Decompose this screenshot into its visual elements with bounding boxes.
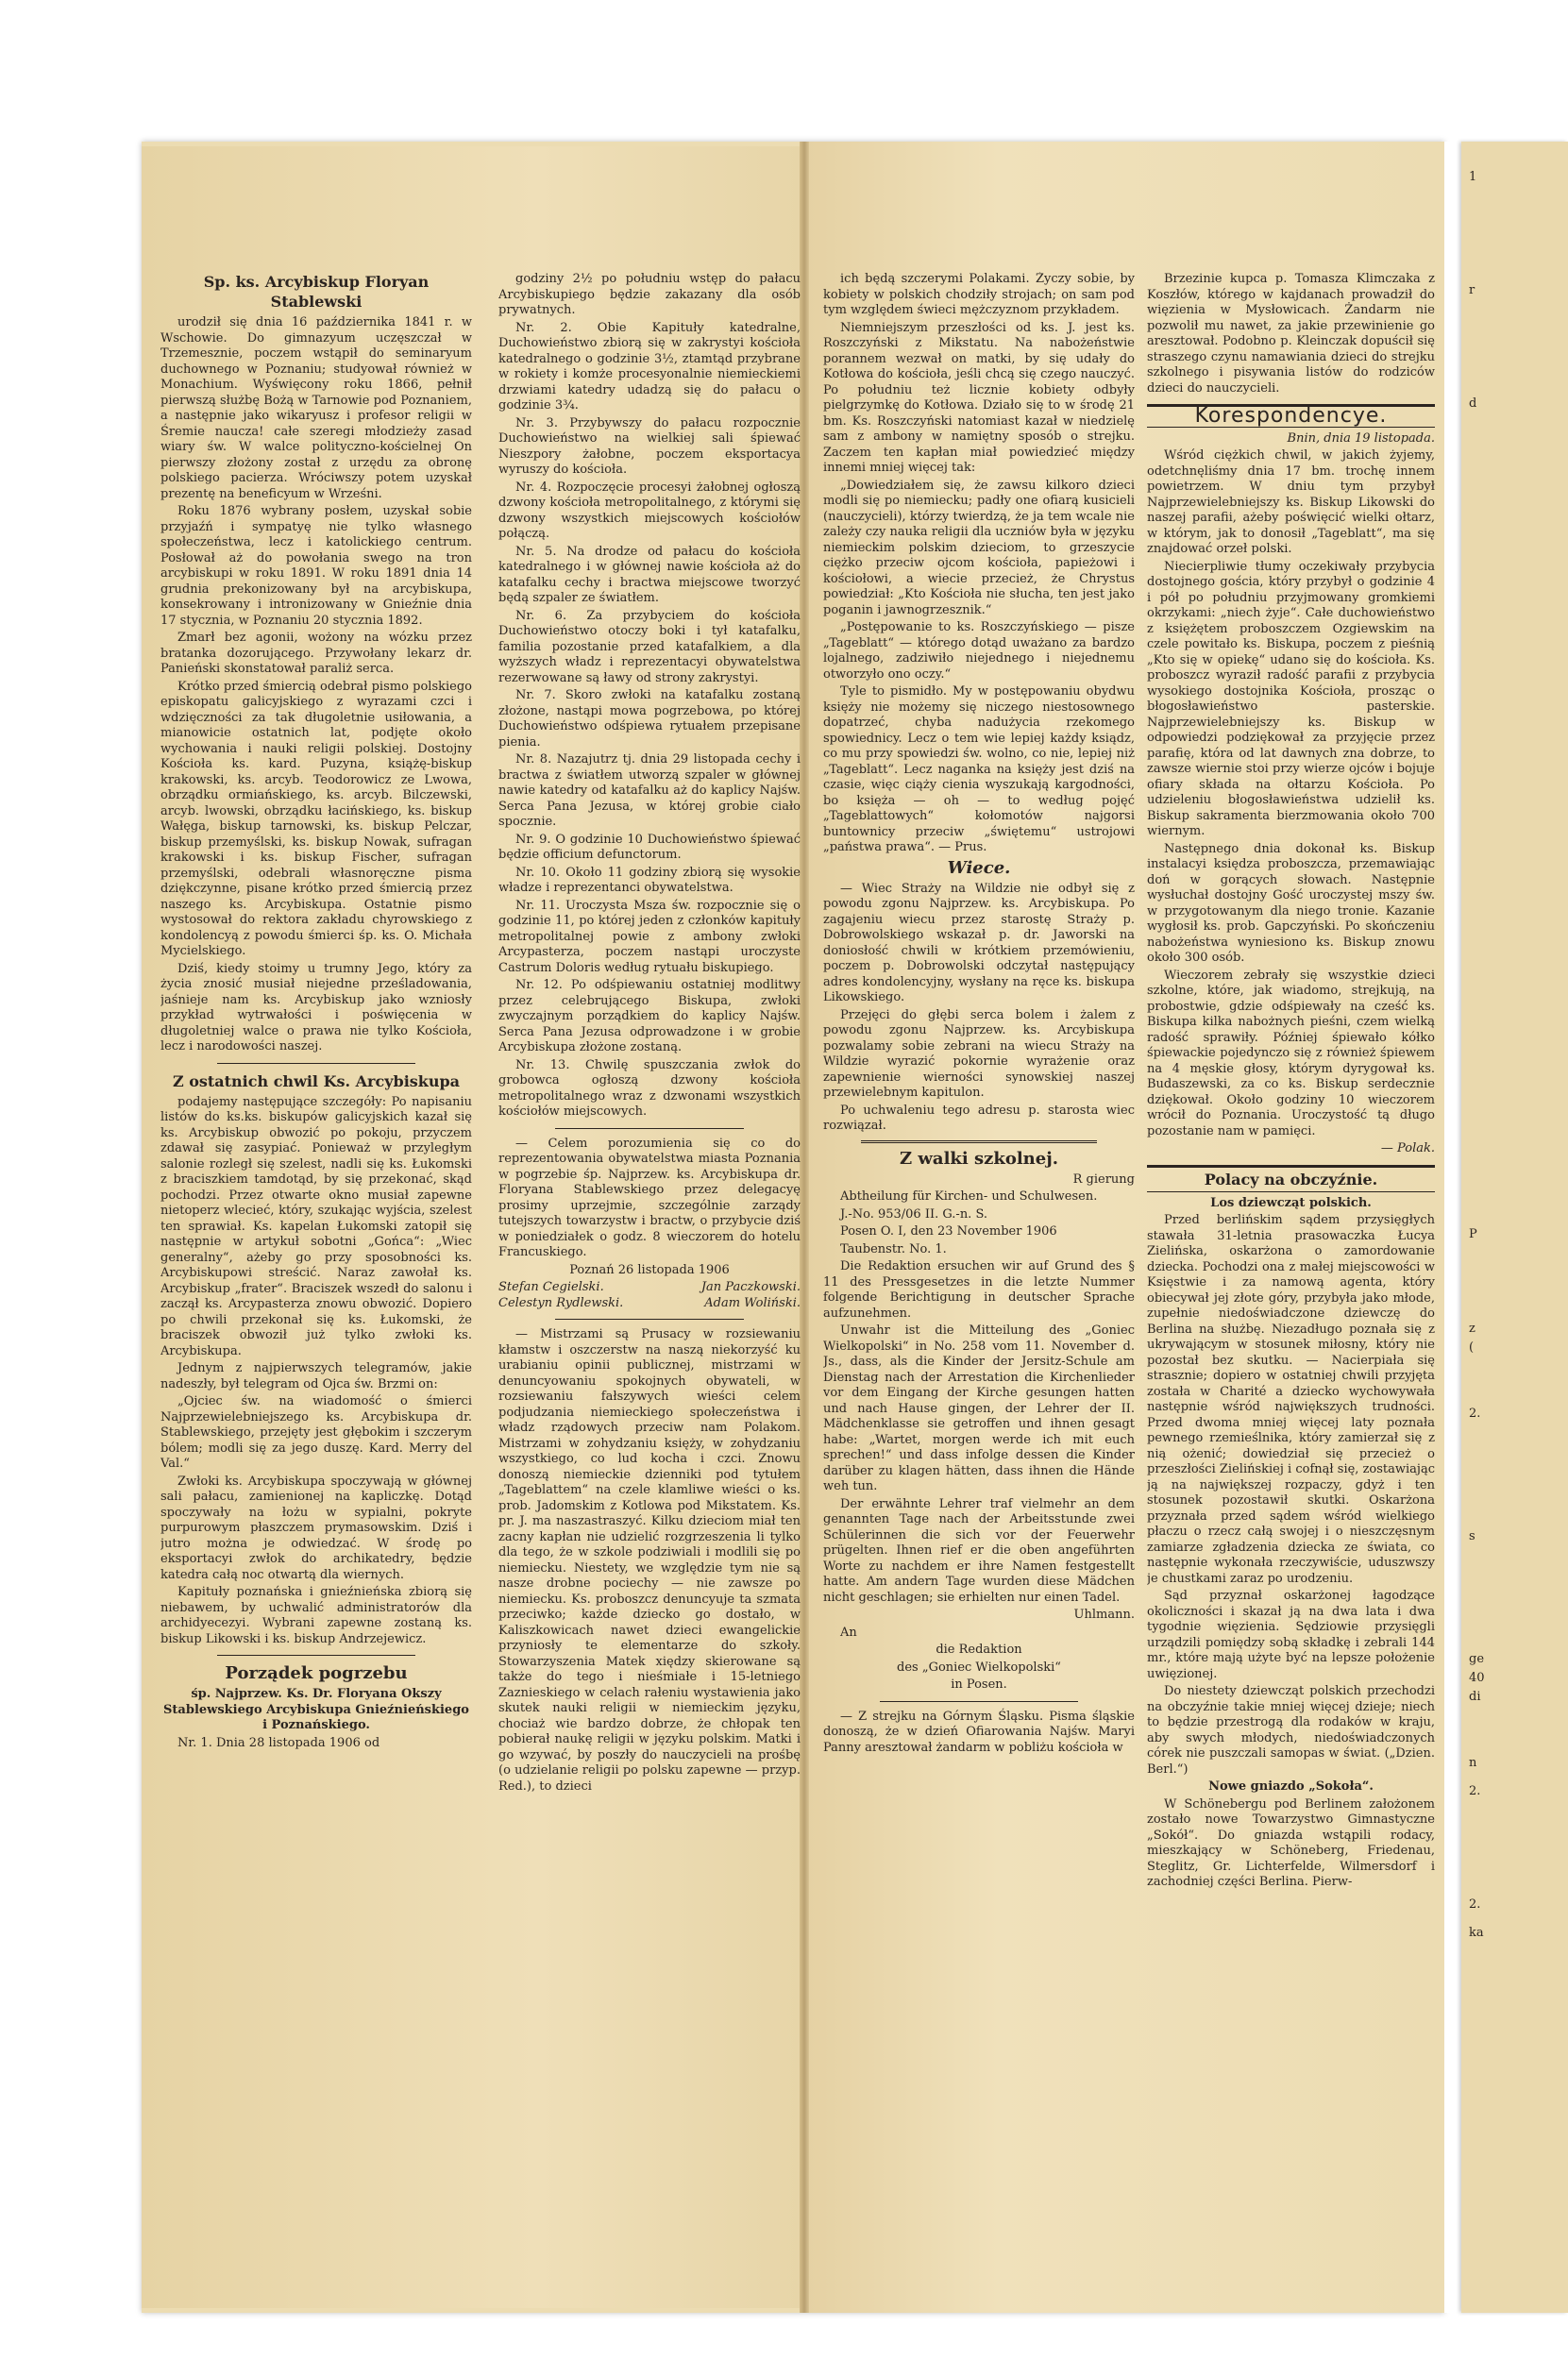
divider: [555, 1128, 744, 1129]
paragraph: Die Redaktion ersuchen wir auf Grund des § 11 des Pressgesetzes in die letzte Nummer folgende Berichtigung in deutscher Sprache aufzunehmen.: [823, 1259, 1135, 1321]
subheading: śp. Najprzew. Ks. Dr. Floryana Okszy Stablewskiego Arcybiskupa Gnieźnieńskiego i Poznańskiego.: [163, 1687, 469, 1732]
paragraph: Krótko przed śmiercią odebrał pismo polskiego episkopatu galicyjskiego z wyrazami czci i wdzięczności za tak długoletnie usiłowania, a mianowicie ostatnich lat, podjęte około wychowania i nauki religii polskiej. Dostojny Kościoła ks. kard. Puzyna, książę-biskup krakowski, ks. arcyb. Teodorowicz ze Lwowa, obrządku ormiańskiego, ks. arcyb. Bilczewski, arcyb. lwowski, obrządku łacińskiego, ks. biskup Wałęga, biskup tarnowski, ks. biskup Pelczar, biskup przemyślski, ks. biskup Nowak, sufragan krakowski i ks. biskup Fischer, sufragan przemyślski, odebrali własnoręczne pisma dziękczynne, pisane krótko przed śmiercią przez naszego ks. Arcybiskupa. Ostatnie pismo wystosował do rektora zakładu chyrowskiego z kondolencyą z powodu śmierci śp. ks. O. Michała Mycielskiego.: [160, 679, 472, 958]
paragraph: „Ojciec św. na wiadomość o śmierci Najprzewielebniejszego ks. Arcybiskupa dr. Stablewskiego, przejęty jest głębokim i szczerym bólem; modli się za jego duszę. Kard. Merry del Val.“: [160, 1394, 472, 1471]
article-heading: Z ostatnich chwil Ks. Arcybiskupa: [172, 1071, 461, 1090]
signature: Celestyn Rydlewski.: [498, 1295, 624, 1310]
fragment-line: 40: [1469, 1671, 1485, 1685]
paragraph: Nr. 4. Rozpoczęcie procesyi żałobnej ogłoszą dzwony kościoła metropolitalnego, z którymi się dzwony wszystkich miejscowych kościołów połączą.: [498, 480, 801, 541]
signature-row: [498, 1280, 801, 1296]
fragment-line: 1: [1469, 170, 1477, 184]
address: des „Goniec Wielkopolski“: [897, 1660, 1061, 1675]
signature: Stefan Cegielski.: [498, 1280, 604, 1294]
section-heading: Korespondencye.: [1194, 404, 1388, 428]
paragraph: Do niestety dziewcząt polskich przechodzi na obczyźnie takie mniej więcej dzieje; niech to będzie przestrogą dla rodaków w kraju, aby swych młodych, niedoświadczonych córek nie puszczali samopas w świat. („Dzien. Berl.“): [1147, 1684, 1435, 1777]
paragraph: Nr. 13. Chwilę spuszczania zwłok do grobowca ogłoszą dzwony kościoła metropolitalnego wraz z dzwonami wszystkich kościołów miejscowych.: [498, 1057, 801, 1119]
paragraph: Przejęci do głębi serca bolem i żalem z powodu zgonu Najprzew. ks. Arcybiskupa pozwalamy sobie zebrani na wiecu Straży na Wildzie wyrazić pokornie wyrażenie oraz zapewnienie wierności synowskiej naszej przewielebnym kapitulon.: [823, 1007, 1135, 1100]
paragraph: Wieczorem zebrały się wszystkie dzieci szkolne, które, jak wiadomo, strejkują, na probostwie, gdzie odśpiewały na cześć ks. Biskupa kilka nabożnych pieśni, czem wielką radość sprawiły. Później śpiewało kółko śpiewackie pojedynczo się z również śpiewem na 4 męskie głosy, którym dyrygował ks. Budaszewski, za co ks. Biskup serdecznie dziękował. Około godziny 10 wieczorem wrócił do Poznania. Uroczystość tą długo pozostanie nam w pamięci.: [1147, 968, 1435, 1138]
section-header-box: [1147, 1165, 1435, 1192]
paragraph: Kapituły poznańska i gnieźnieńska zbiorą się niebawem, by uchwalić administratorów dla archidyecezyi. Wybrani zapewne zostaną ks. biskup Likowski i ks. biskup Andrzejewicz.: [160, 1585, 472, 1646]
paragraph: — Z strejku na Górnym Śląsku. Pisma śląskie donoszą, że w dzień Ofiarowania Najśw. Maryi Panny aresztował żandarm w pobliżu kościoła w: [823, 1709, 1135, 1755]
paragraph: Po uchwaleniu tego adresu p. starosta wiec rozwiązał.: [823, 1103, 1135, 1133]
paragraph: Nr. 2. Obie Kapituły katedralne, Duchowieństwo zbiorą się w zakrystyi kościoła katedralnego o godzinie 3½, ztamtąd przybrane w rokiety i komże procesyonalnie niemieckiemi drzwiami katedry udadzą się do pałacu o godzinie 3¾.: [498, 320, 801, 413]
paragraph: Jednym z najpierwszych telegramów, jakie nadeszły, był telegram od Ojca św. Brzmi on:: [160, 1361, 472, 1391]
signature-row: [498, 1296, 801, 1312]
paragraph: Sąd przyznał oskarżonej łagodzące okoliczności i skazał ją na dwa lata i dwa tygodnie więzienia. Sędziowie przysięgli urządzili pomiędzy sobą składkę i zebrali 144 mr., które mają użyte być na lepsze położenie uwięzionej.: [1147, 1589, 1435, 1681]
subheading: Los dziewcząt polskich.: [1210, 1195, 1372, 1210]
page-gap: [1444, 142, 1463, 2313]
paragraph: Niecierpliwie tłumy oczekiwały przybycia dostojnego gościa, który przybył o godzinie 4 i pół po południu przyjmowany gromkiemi okrzykami: „niech żyje“. Całe duchowieństwo z księżętem proboszczem Ozgiewskim na czele powitało ks. Biskupa, poczem z pieśnią „Kto się w opiekę“ udano się do kościoła. Ks. proboszcz wyraził radość parafii z przybycia wysokiego dostojnika Kościoła, prosząc o błogosławieństwo pasterskie. Najprzewielebniejszy ks. Biskup w odpowiedzi podziękował za przyjęcie przez parafię, która od lat dawnych zna dobrze, to zawsze wiernie stoi przy wierze ojców i bojuje ofiary składa na ołtarzu Kościoła. Po udzieleniu błogosławieństwa udzielił ks. Biskup sakramenta bierzmowania około 700 wiernym.: [1147, 559, 1435, 838]
dateline: Poznań 26 listopada 1906: [569, 1262, 730, 1277]
paragraph: Przed berlińskim sądem przysięgłych stawała 31-letnia prasowaczka Łucya Zielińska, oskarżona o zamordowanie dziecka. Pochodzi ona z małej miejscowości w Księstwie i za namową agenta, który obiecywał jej złote góry, przybyła jako młode, zupełnie niedoświadczone dziewczę do Berlina na służbę. Niezadługo poznała się z ukrywającym w stosunek miłosny, który nie pozostał bez skutku. — Nacierpiała się strasznie; dopiero w ostatniej chwili przyjęta została w Charité a dziecko wychowywała następnie wśród największych trudności. Przed dwoma mniej więcej laty poznała pewnego rzemieślnika, który zamierzał się z nią ożenić; dowiedział się przecież o przeszłości Zielińskiej i cofnął się, zostawiając ją na największej rozpaczy, gdyż i ten stosunek pozostawił skutki. Oskarżona przyznała przed sądem wśród wielkiego płaczu o rzecz całą swojej i o nieszczęsnym zamiarze zgładzenia dziecka ze świata, co następnie wykonała rzeczywiście, uduszwszy je chustkami zaraz po urodzeniu.: [1147, 1213, 1435, 1586]
divider: [880, 1701, 1078, 1702]
paragraph: ich będą szczerymi Polakami. Życzy sobie, by kobiety w polskich chodziły strojach; on sam pod tym względem świeci mężczyznom przykładem.: [823, 272, 1135, 317]
paragraph: Brzezinie kupca p. Tomasza Klimczaka z Koszłów, którego w kajdanach prowadził do więzienia w Mysłowicach. Żandarm nie pozwolił mu nawet, za jakie przewinienie go aresztował. Podobno p. Kleinczak dopuścił się straszego czynu namawiania dzieci do strejku szkolnego i pisywania listów do rodziców dzieci do nauczycieli.: [1147, 272, 1435, 396]
center-fold: [800, 142, 809, 2313]
divider: [861, 1140, 1097, 1143]
fragment-line: z: [1469, 1322, 1475, 1336]
divider: [555, 1319, 744, 1320]
divider: [217, 1063, 415, 1064]
address: An: [840, 1625, 857, 1640]
letter-header: Abtheilung für Kirchen- und Schulwesen.: [840, 1189, 1098, 1204]
letter-header: Posen O. I, den 23 November 1906: [840, 1224, 1057, 1239]
signature: Jan Paczkowski.: [700, 1280, 801, 1294]
fragment-line: r: [1469, 283, 1475, 297]
fragment-line: P: [1469, 1227, 1477, 1241]
fragment-line: d: [1469, 396, 1477, 411]
paragraph: Unwahr ist die Mitteilung des „Goniec Wielkopolski“ in No. 258 vom 11. November d. Js., dass, als die Kinder der Jersitz-Schule am Dienstag nach der Arrestation die Kirchenlieder vor dem Eingang der Kirche gesungen hatten und nach Hause gingen, der Lehrer der II. Mädchenklasse sie getroffen und ihnen gesagt habe: „Wartet, morgen werde ich mit euch sprechen!“ und dass infolge dessen die Kinder darüber zu klagen hätten, dass ihnen die Hände weh tun.: [823, 1323, 1135, 1493]
paragraph: „Dowiedziałem się, że zawsu kilkoro dzieci modli się po niemiecku; padły one ofiarą kusicieli (nauczycieli), którzy twierdzą, że ja tem wcale nie zależy czy nauka religii dla uczniów była w języku niemieckim polskim dzieciom, to grzeszycie ciężko przeciw ojcom kościoła, papieżowi i kościołowi, a wiecie przecież, że Chrystus powiedział: „Kto Kościoła nie słucha, ten jest jako poganin i jawnogrzesznik.“: [823, 478, 1135, 617]
article-heading: Porządek pogrzebu: [225, 1663, 408, 1683]
section-header-box: [1147, 404, 1435, 428]
paragraph: Der erwähnte Lehrer traf vielmehr an dem genannten Tage nach der Arbeitsstunde zwei Schülerinnen die sich vor der Feuerwehr prügelten. Ihnen rief er die oben angeführten Worte zu nachdem er ihre Namen festgestellt hatte. Am andern Tage wurden diese Mädchen nicht geschlagen; sie erhielten nur einen Tadel.: [823, 1496, 1135, 1605]
fragment-line: di: [1469, 1690, 1481, 1704]
paragraph: Następnego dnia dokonał ks. Biskup instalacyi księdza proboszcza, przemawiając doń w gorących słowach. Następnie wysłuchał dostojny Gość uroczystej mszy św. w przygotowanym dla niego tronie. Kazanie wygłosił ks. prob. Gapczyński. Po skończeniu nabożeństwa wyniesiono ks. Biskup znowu około 300 osób.: [1147, 841, 1435, 965]
address: in Posen.: [951, 1677, 1007, 1692]
paragraph: W Schönebergu pod Berlinem założonem zostało nowe Towarzystwo Gimnastyczne „Sokół“. Do gniazda wstąpili rodacy, mieszkający w Schöneberg, Friedenau, Steglitz, Gr. Lichterfelde, Wilmersdorf i zachodniej części Berlina. Pierw-: [1147, 1796, 1435, 1889]
column-3: [823, 272, 1135, 2273]
signature: Uhlmann.: [1073, 1608, 1135, 1622]
paragraph: „Postępowanie to ks. Roszczyńskiego — pisze „Tageblatt“ — którego dotąd uważano za bardzo lojalnego, zadziwiło niejednego i niejednemu otworzyło ono oczy.“: [823, 620, 1135, 682]
article-heading: Sp. ks. Arcybiskup Floryan Stablewski: [203, 273, 430, 311]
column-4: [1147, 272, 1435, 2273]
paragraph: Wśród ciężkich chwil, w jakich żyjemy, odetchnęliśmy dnia 17 bm. trochę innem powietrzem. W dniu tym przybył Najprzewielebniejszy ks. Biskup Likowski do naszej parafii, ażeby poświęcić wielki ołtarz, w którym, jak to donosił „Tageblatt“, ma się znajdować orzeł polski.: [1147, 448, 1435, 556]
column-2: [498, 272, 801, 2273]
paragraph: Nr. 5. Na drodze od pałacu do kościoła katedralnego i w głównej nawie kościoła aż do katafalku cechy i bractwa miejscowe tworzyć będą szpaler ze światłem.: [498, 544, 801, 605]
fragment-line: ge: [1469, 1652, 1485, 1666]
section-heading: Polacy na obczyźnie.: [1204, 1170, 1378, 1188]
signature: — Polak.: [1380, 1141, 1435, 1155]
paragraph: godziny 2½ po południu wstęp do pałacu Arcybiskupiego będzie zakazany dla osób prywatnych.: [498, 272, 801, 317]
paragraph: Nr. 9. O godzinie 10 Duchowieństwo śpiewać będzie officium defunctorum.: [498, 832, 801, 862]
paragraph: podajemy następujące szczegóły: Po napisaniu listów do ks.ks. biskupów galicyjskich kazał się ks. Arcybiskup obwozić po pokoju, przyczem zdawał się zasypiać. Ponieważ w przyległym salonie rozległ się szelest, nadli się ks. Łukomski z braciszkiem tamdotąd, by się przekonać, skąd pochodzi. Przez otwarte okno musiał zapewne nietoperz wlecieć, który, szukając wyjścia, szelest ten sprawiał. Ks. kapelan Łukomski zatopił się następnie w artykuł sobotni „Gońca“: „Wiec generalny“, ażeby go przy sposobności ks. Arcybiskupowi streścić. Naraz zawołał ks. Arcybiskup „frater“. Braciszek wszedł do salonu i zaczął ks. Arcypasterza znowu obwozić. Dopiero po chwili przekonał się ks. Łukomski, że braciszek obwoził już tylko zwłoki ks. Arcybiskupa.: [160, 1094, 472, 1358]
paragraph: Niemniejszym przeszłości od ks. J. jest ks. Roszczyński z Mikstatu. Na nabożeństwie porannem wezwał on matki, by się udały do Kotłowa do kościoła, jeśli chcą się czego nauczyć. Po południu też licznie kobiety odbyły pielgrzymkę do Kotłowa. Działo się to w środę 21 bm. Ks. Roszczyński natomiast kazał w niedzielę sam z ambony w namiętny sposób o strejku. Zaczem ten kapłan miał powiedzieć między innemi mniej więcej tak:: [823, 320, 1135, 475]
paragraph: Nr. 6. Za przybyciem do kościoła Duchowieństwo otoczy boki i tył katafalku, familia pozostanie przed katafalkiem, a dla wyższych władz i reprezentacyi obywatelstwa rezerwowane są ławy od strony zakrystyi.: [498, 608, 801, 685]
fragment-line: ka: [1469, 1926, 1484, 1940]
fragment-line: (: [1469, 1340, 1475, 1355]
paragraph: Dziś, kiedy stoimy u trumny Jego, który za życia znosić musiał niejedne prześladowania, jaśnieje nam ks. Arcybiskup jako wzniosły przykład wytrwałości i poświęcenia w długoletniej walce o prawa nie tylko Kościoła, lecz i narodowości naszej.: [160, 961, 472, 1054]
fragment-line: s: [1469, 1529, 1475, 1543]
paragraph: urodził się dnia 16 października 1841 r. w Wschowie. Do gimnazyum uczęszczał w Trzemesznie, poczem wstąpił do seminaryum duchownego w Poznaniu; studyował również w Monachium. Wyświęcony roku 1866, pełnił pierwszą służbę Bożą w Tarnowie pod Poznaniem, a następnie jako wikaryusz i profesor religii w Śremie naucza! całe szeregi młodzieży zasad wiary św. W walce polityczno-kościelnej On pierwszy złożony został z urzędu za obronę polskiego pacierza. Wróciwszy potem uzyskał prezentę na beneficyum w Wrześni.: [160, 315, 472, 501]
signature: Adam Woliński.: [704, 1295, 801, 1310]
paragraph: Nr. 3. Przybywszy do pałacu rozpocznie Duchowieństwo na wielkiej sali śpiewać Nieszpory żałobne, poczem eksportacya wyruszy do kościoła.: [498, 415, 801, 477]
section-heading: Wiece.: [947, 857, 1011, 878]
column-1: [160, 272, 472, 2273]
address: die Redaktion: [936, 1643, 1022, 1657]
paragraph: Zmarł bez agonii, wożony na wózku przez bratanka dozorującego. Przywołany lekarz dr. Panieński skonstatował paraliż serca.: [160, 631, 472, 676]
subheading: Nowe gniazdo „Sokoła“.: [1208, 1779, 1374, 1794]
dateline: Bnin, dnia 19 listopada.: [1287, 430, 1435, 446]
paragraph: Nr. 8. Nazajutrz tj. dnia 29 listopada cechy i bractwa z światłem utworzą szpaler w głównej nawie katedry od katafalku aż do kaplicy Najśw. Serca Pana Jezusa, w której grobie ciało spocznie.: [498, 752, 801, 829]
fragment-line: n: [1469, 1756, 1477, 1770]
section-heading: Z walki szkolnej.: [900, 1148, 1058, 1169]
paragraph: — Wiec Straży na Wildzie nie odbył się z powodu zgonu Najprzew. ks. Arcybiskupa. Po zagajeniu wiecu przez starostę Straży p. Dobrowolskiego wskazał p. dr. Jaworski na doniosłość chwili w krótkiem przemówieniu, poczem p. Dobrowolski odczytał następujący adres kondolencyjny, wysłany na ręce ks. biskupa Likowskiego.: [823, 881, 1135, 1004]
paragraph: Nr. 1. Dnia 28 listopada 1906 od: [177, 1735, 380, 1750]
letter-header: Taubenstr. No. 1.: [840, 1241, 947, 1256]
paragraph: Tyle to pismidło. My w postępowaniu obydwu księży nie możemy się niczego niestosownego dopatrzeć, chyba nadużycia rzekomego spowiednicy. Lecz o tem wie lepiej każdy ksiądz, co mu przy spowiedzi św. wolno, co nie, lepiej niż „Tageblatt“. Lecz naganka na księży jest dziś na czasie, więc ciąży cienia wyszukają kargodności, bo księża — oh — to według pojęć „Tageblattowych“ kołomotów najgorsi buntownicy przeciw „świętemu“ ustrojowi „państwa prawa“. — Prus.: [823, 684, 1135, 854]
paragraph: — Celem porozumienia się co do reprezentowania obywatelstwa miasta Poznania w pogrzebie śp. Najprzew. ks. Arcybiskupa dr. Floryana Stablewskiego przez delegacyę prosimy uprzejmie, szczególnie zarządy tutejszych towarzystw i bractw, o przybycie dziś w poniedziałek o godz. 8 wieczorem do hotelu Francuskiego.: [498, 1136, 801, 1259]
fragment-line: 2.: [1469, 1407, 1481, 1421]
paragraph: Nr. 12. Po odśpiewaniu ostatniej modlitwy przez celebrującego Biskupa, zwłoki zwyczajnym porządkiem do kaplicy Najśw. Serca Pana Jezusa odprowadzone i w grobie Arcybiskupa złożone zostaną.: [498, 978, 801, 1054]
paragraph: Zwłoki ks. Arcybiskupa spoczywają w głównej sali pałacu, zamienionej na kapliczkę. Dotąd spoczywały na łożu w sypialni, pokryte purpurowym płaszczem prymasowskim. Dziś i jutro można je odwiedzać. W środę po eksportacyi zwłok do archikatedry, będzie katedra całą noc otwartą dla wiernych.: [160, 1474, 472, 1582]
paragraph: Nr. 10. Około 11 godziny zbiorą się wysokie władze i reprezentanci obywatelstwa.: [498, 865, 801, 895]
fragment-line: 2.: [1469, 1897, 1481, 1912]
divider: [217, 1655, 415, 1656]
fragment-line: 2.: [1469, 1784, 1481, 1798]
paragraph: Roku 1876 wybrany posłem, uzyskał sobie przyjaźń i sympatyę nie tylko własnego społeczeństwa, lecz i katolickiego centrum. Posłował aż do powołania swego na tron arcybiskupi w roku 1891. W roku 1891 dnia 14 grudnia prekonizowany był na arcybiskupa, konsekrowany i intronizowany w Gnieźnie dnia 17 stycznia, w Poznaniu 20 stycznia 1892.: [160, 504, 472, 628]
paragraph: Nr. 11. Uroczysta Msza św. rozpocznie się o godzinie 11, po której jeden z członków kapituły metropolitalnej powie z ambony zwłoki Arcypasterza, poczem nastąpi uroczyste Castrum Doloris według rytuału biskupiego.: [498, 898, 801, 975]
paragraph: Nr. 7. Skoro zwłoki na katafalku zostaną złożone, nastąpi mowa pogrzebowa, po której Duchowieństwo odśpiewa rytuałem przepisane pienia.: [498, 688, 801, 750]
letter-header: R gierung: [1072, 1172, 1135, 1187]
paragraph: — Mistrzami są Prusacy w rozsiewaniu kłamstw i oszczerstw na naszą niekorzyść ku urabianiu opinii publicznej, mistrzami w denuncyowaniu spokojnych obywateli, w rozsiewaniu fałszywych wieści celem podjudzania niemieckiego społeczeństwa i władz rządowych przeciw nam Polakom. Mistrzami w zohydzaniu księży, w zohydzaniu wszystkiego, co lud kocha i czci. Znowu donoszą niemieckie dzienniki pod tytułem „Tageblattem“ na czele klamliwe wieści o ks. prob. Jadomskim z Kotlowa pod Mikstatem. Ks. pr. J. ma naszastraszyć. Kilku dzieciom miał ten zacny kapłan nie udzielić rozgrzeszenia li tylko dla tego, że w szkole podziwiali i modlili się po niemiecku. Niestety, we względzie tym nie są nasze drobne pociechy — nie zawsze po niemiecku. Ks. proboszcz denuncyuje ta szmata przeciwko; każde dziecko go dostało, w Kaliszkowicach nawet dzieci ewangelickie przyniosły te elementarze do szkoły. Stowarzyszenia Matek xiędzy skierowane są także do tego i nieśmiałe i 15-letniego Zaznieskiego w celach rałeniu wystawienia jako skutek nauki religii w niemieckim języku, chociaż wie bardzo dobrze, że chłopak ten pobierał naukę religii w języku polskim. Matki i go wzywać, by poszły do nauczycieli na prośbę (o udzielanie religii po polsku zapewne — przyp. Red.), to dzieci: [498, 1327, 801, 1794]
letter-header: J.-No. 953/06 II. G.-n. S.: [840, 1206, 988, 1222]
